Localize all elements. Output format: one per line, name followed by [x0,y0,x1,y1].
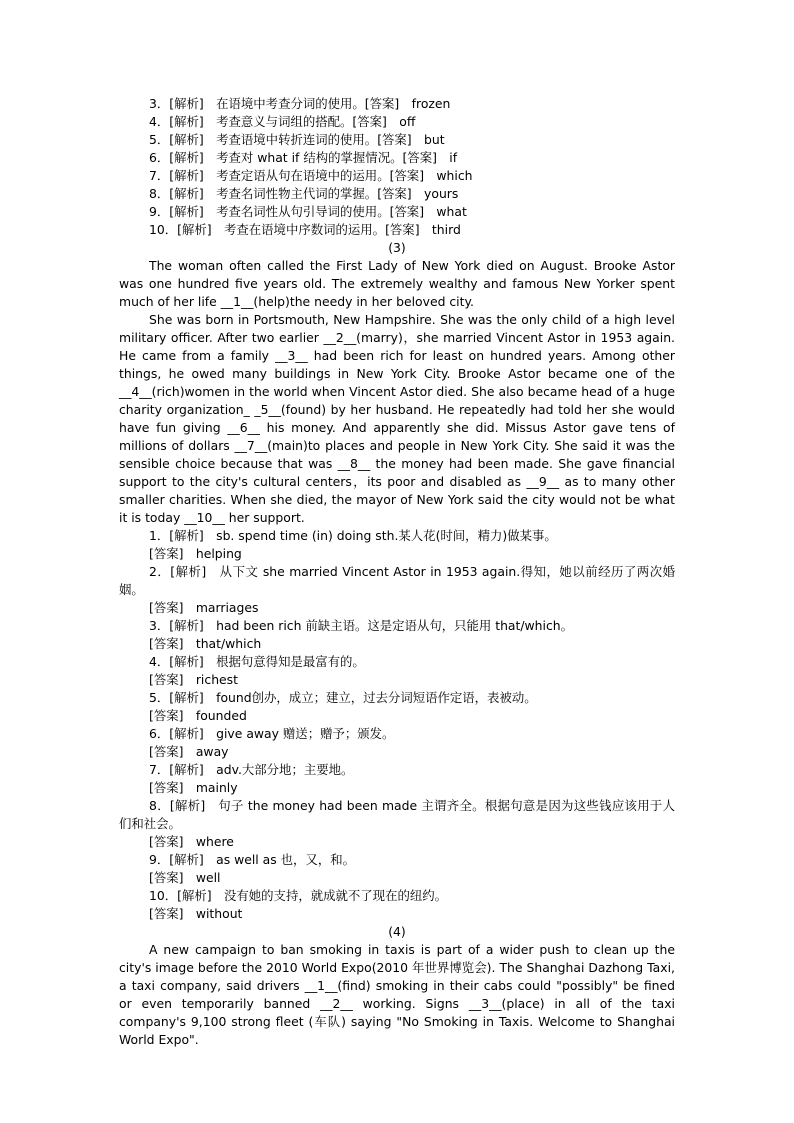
section-3-paragraph-2: She was born in Portsmouth, New Hampshire. She was the only child of a high level military officer. After two earlier __2__(marry)，she married Vincent Astor in 1953 again. He came from a family __3__ had been rich for least on hundred years. Among other things, he owed many buildings in New York City. Brooke Astor became one of the __4__(rich)women in the world when Vincent Astor died. She also became head of a huge charity organization_ _5__(found) by her husband. He repeatedly had told her she would have fun giving __6__ his money. And apparently she did. Missus Astor gave tens of millions of dollars __7__(main)to places and people in New York City. She said it was the sensible choice because that was __8__ the money had been made. She gave financial support to the city's cultural centers，its poor and disabled as __9__ as to many other smaller charities. When she died, the mayor of New York said the city would not be what it is today __10__ her support. [119,312,675,525]
explanation-line: 4．[解析] 根据句意得知是最富有的。 [149,654,365,669]
answer-line: 3．[解析] 在语境中考查分词的使用。[答案] frozen [149,96,451,111]
section-4-paragraph-1: A new campaign to ban smoking in taxis is part of a wider push to clean up the city's image before the 2010 World Expo(2010 年世界博览会). The Shanghai Dazhong Taxi, a taxi company, said drivers __1__(find) smoking in their cabs could "possibly" be fined or even temporarily banned __2__ working. Signs __3__(place) in all of the taxi company's 9,100 strong fleet (车队) saying "No Smoking in Taxis. Welcome to Shanghai World Expo". [119,942,675,1047]
section-2-answers [119,95,675,239]
answer-line: [答案] away [149,744,229,759]
explanation-line: 7．[解析] adv.大部分地；主要地。 [149,762,354,777]
section-3-heading: (3) [388,240,406,255]
explanation-line: 3．[解析] had been rich 前缺主语。这是定语从句，只能用 that/which。 [149,618,574,633]
answer-line: [答案] that/which [149,636,262,651]
answer-line: [答案] where [149,834,234,849]
answer-line: [答案] without [149,906,243,921]
answer-line: 8．[解析] 考查名词性物主代词的掌握。[答案] yours [149,186,459,201]
section-3-explanations [119,527,675,923]
answer-line: [答案] founded [149,708,247,723]
answer-line: [答案] well [149,870,221,885]
answer-line: [答案] marriages [149,600,259,615]
answer-line: 5．[解析] 考查语境中转折连词的使用。[答案] but [149,132,445,147]
document-page [119,95,675,1049]
answer-line: [答案] richest [149,672,238,687]
answer-line: [答案] helping [149,546,242,561]
explanation-line: 2．[解析] 从下文 she married Vincent Astor in 1953 again.得知，她以前经历了两次婚姻。 [119,564,675,597]
answer-line: 9．[解析] 考查名词性从句引导词的使用。[答案] what [149,204,467,219]
explanation-line: 10．[解析] 没有她的支持，就成就不了现在的纽约。 [149,888,448,903]
explanation-line: 1．[解析] sb. spend time (in) doing sth.某人花(时间，精力)做某事。 [149,528,557,543]
answer-line: 4．[解析] 考查意义与词组的搭配。[答案] off [149,114,416,129]
answer-line: 10．[解析] 考查在语境中序数词的运用。[答案] third [149,222,461,237]
section-3-paragraph-1: The woman often called the First Lady of New York died on August. Brooke Astor was one hundred five years old. The extremely wealthy and famous New Yorker spent much of her life __1__(help)the needy in her beloved city. [119,258,675,309]
answer-line: 6．[解析] 考查对 what if 结构的掌握情况。[答案] if [149,150,458,165]
answer-line: [答案] mainly [149,780,238,795]
answer-line: 7．[解析] 考查定语从句在语境中的运用。[答案] which [149,168,473,183]
explanation-line: 6．[解析] give away 赠送；赠予；颁发。 [149,726,395,741]
explanation-line: 5．[解析] found创办，成立；建立，过去分词短语作定语，表被动。 [149,690,537,705]
section-4-heading: (4) [388,924,406,939]
explanation-line: 8．[解析] 句子 the money had been made 主谓齐全。根据句意是因为这些钱应该用于人们和社会。 [119,798,675,831]
explanation-line: 9．[解析] as well as 也，又，和。 [149,852,356,867]
